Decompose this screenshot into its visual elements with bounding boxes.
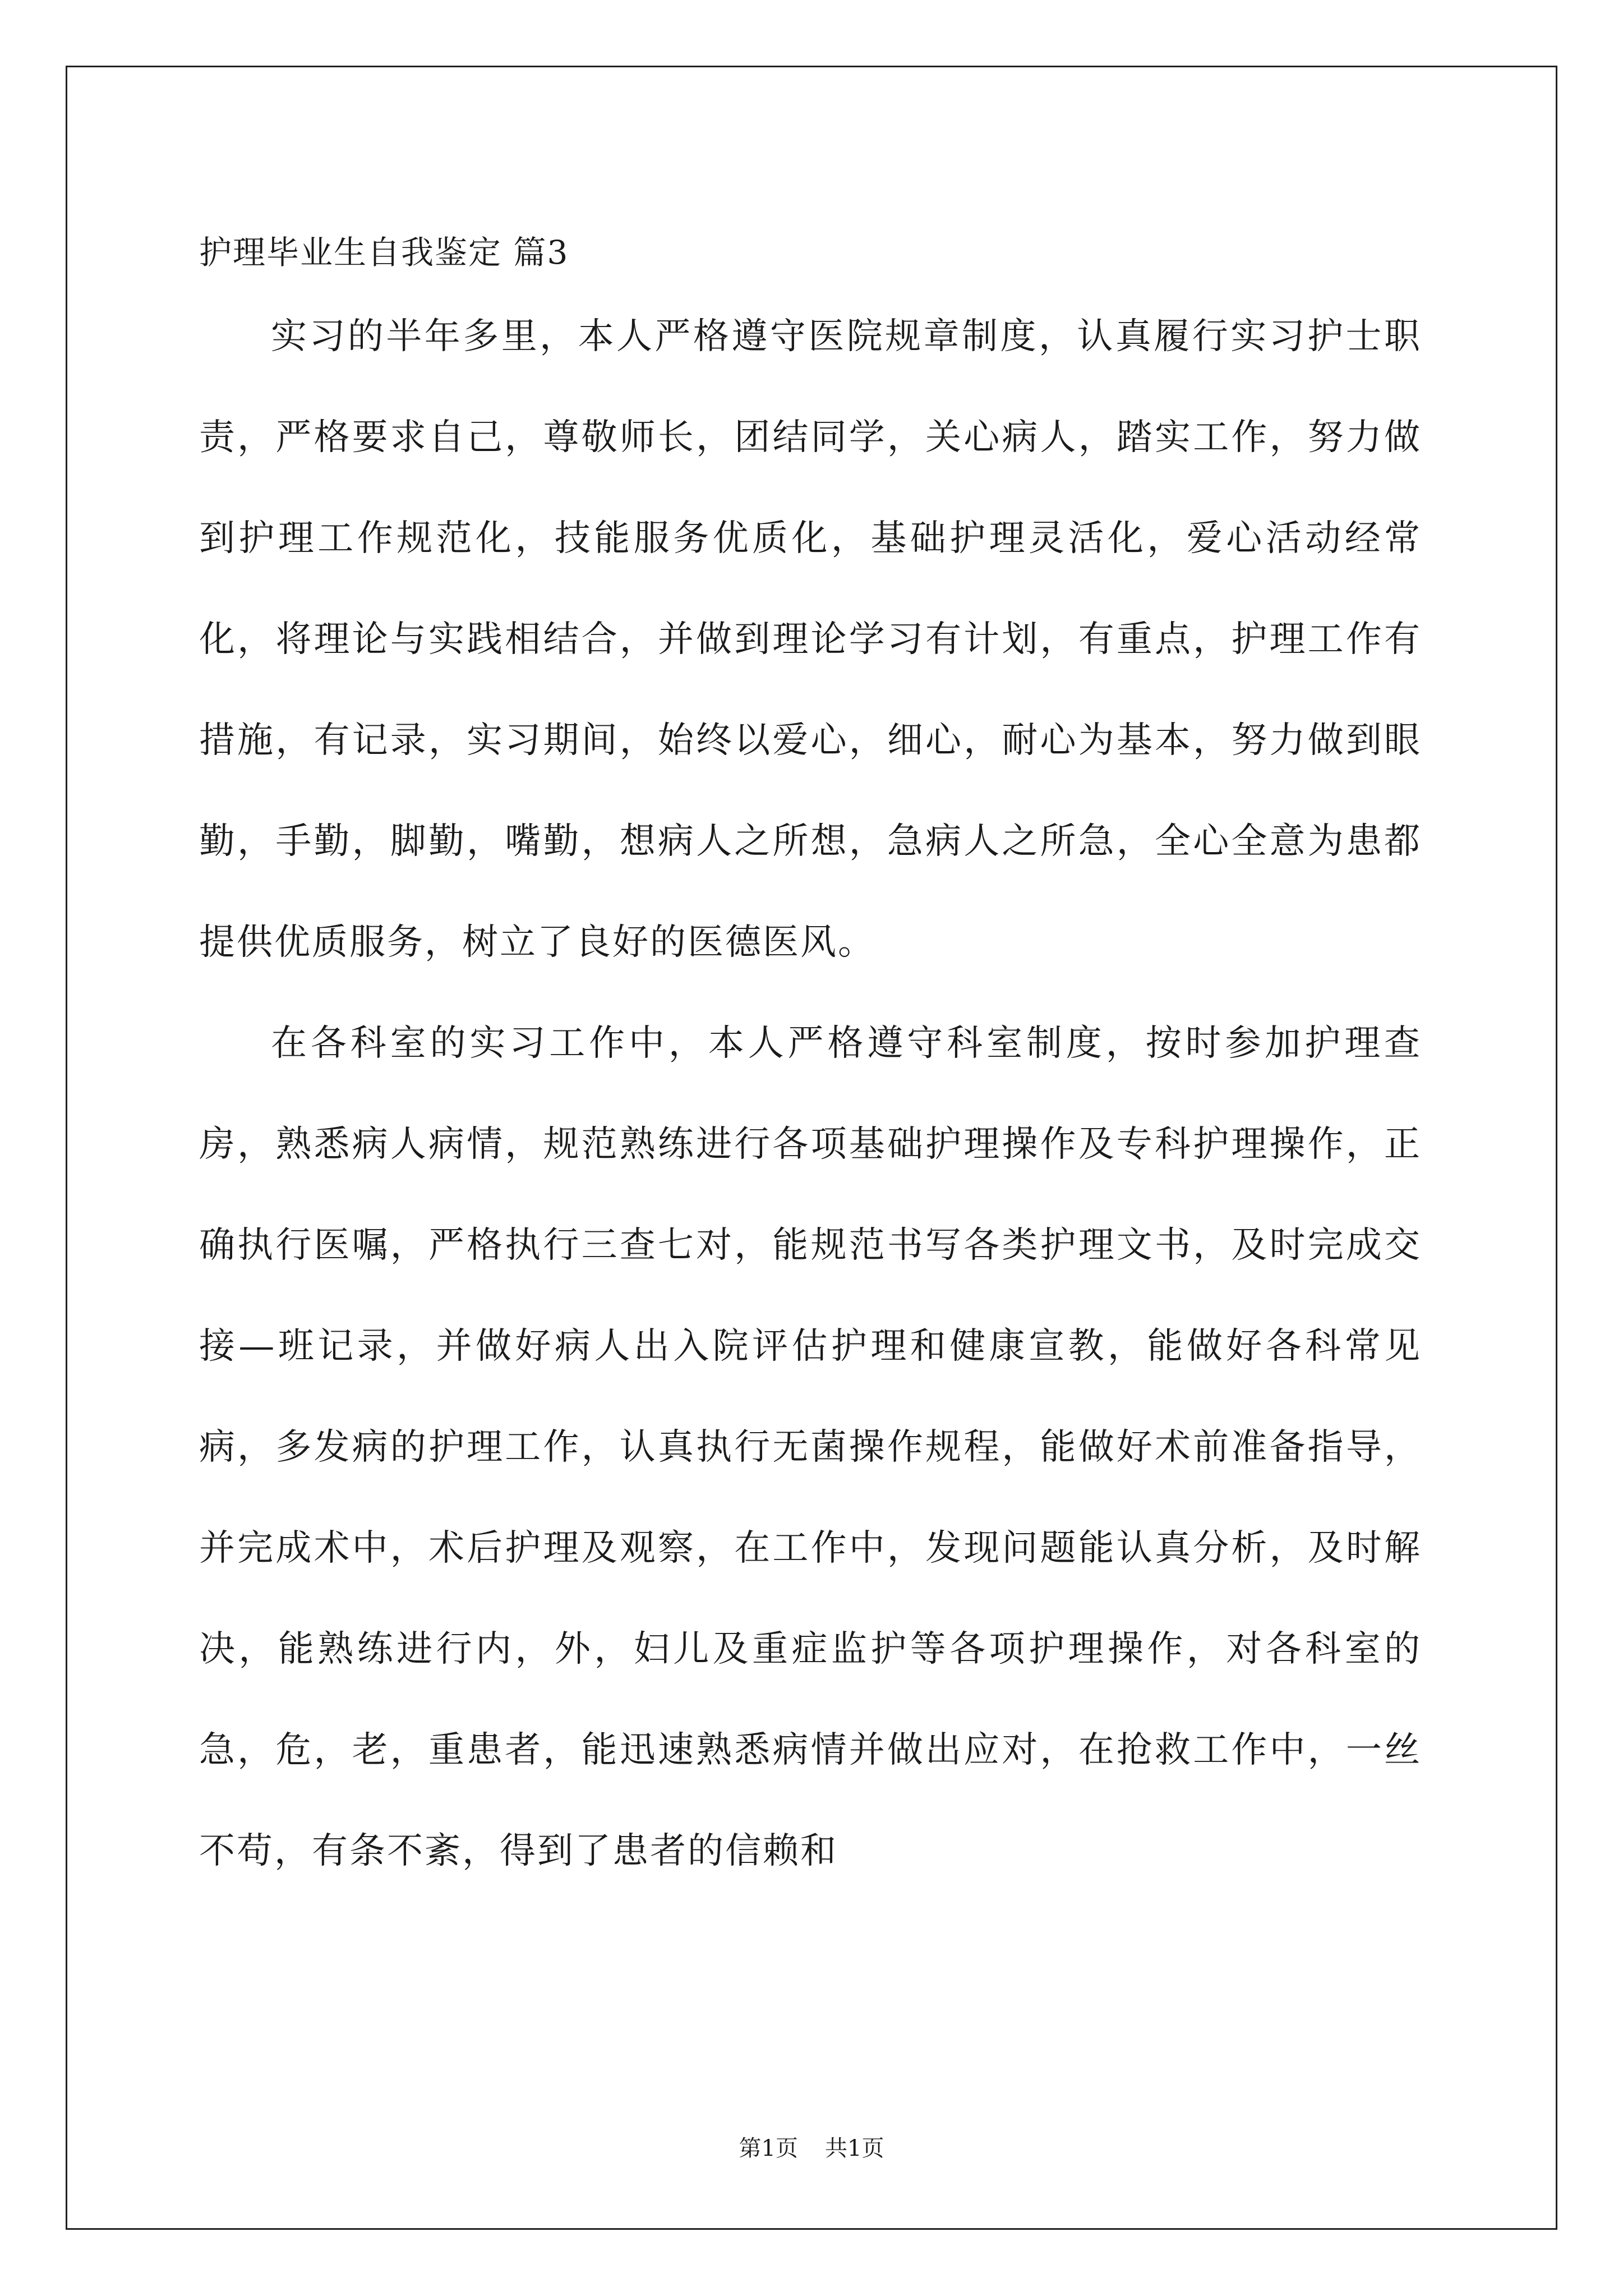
paragraph-1: 实习的半年多里，本人严格遵守医院规章制度，认真履行实习护士职责，严格要求自己，尊敬师长，团结同学，关心病人，踏实工作，努力做到护理工作规范化，技能服务优质化，基础护理灵活化，爱心活动经常化，将理论与实践相结合，并做到理论学习有计划，有重点，护理工作有措施，有记录，实习期间，始终以爱心，细心，耐心为基本，努力做到眼勤，手勤，脚勤，嘴勤，想病人之所想，急病人之所急，全心全意为患都提供优质服务，树立了良好的医德医风。 bbox=[199, 316, 1422, 963]
page-total: 共1页 bbox=[825, 2136, 884, 2161]
page-number: 第1页 bbox=[739, 2136, 798, 2161]
paragraph-2: 在各科室的实习工作中，本人严格遵守科室制度，按时参加护理查房，熟悉病人病情，规范熟练进行各项基础护理操作及专科护理操作，正确执行医嘱，严格执行三查七对，能规范书写各类护理文书，及时完成交接—班记录，并做好病人出入院评估护理和健康宣教，能做好各科常见病，多发病的护理工作，认真执行无菌操作规程，能做好术前准备指导，并完成术中，术后护理及观察，在工作中，发现问题能认真分析，及时解决，能熟练进行内，外，妇儿及重症监护等各项护理操作，对各科室的急，危，老，重患者，能迅速熟悉病情并做出应对，在抢救工作中，一丝不苟，有条不紊，得到了患者的信赖和 bbox=[199, 1023, 1422, 1872]
document-body bbox=[199, 219, 1422, 1902]
page-footer bbox=[0, 2134, 1623, 2162]
document-title: 护理毕业生自我鉴定 篇3 bbox=[199, 233, 569, 272]
